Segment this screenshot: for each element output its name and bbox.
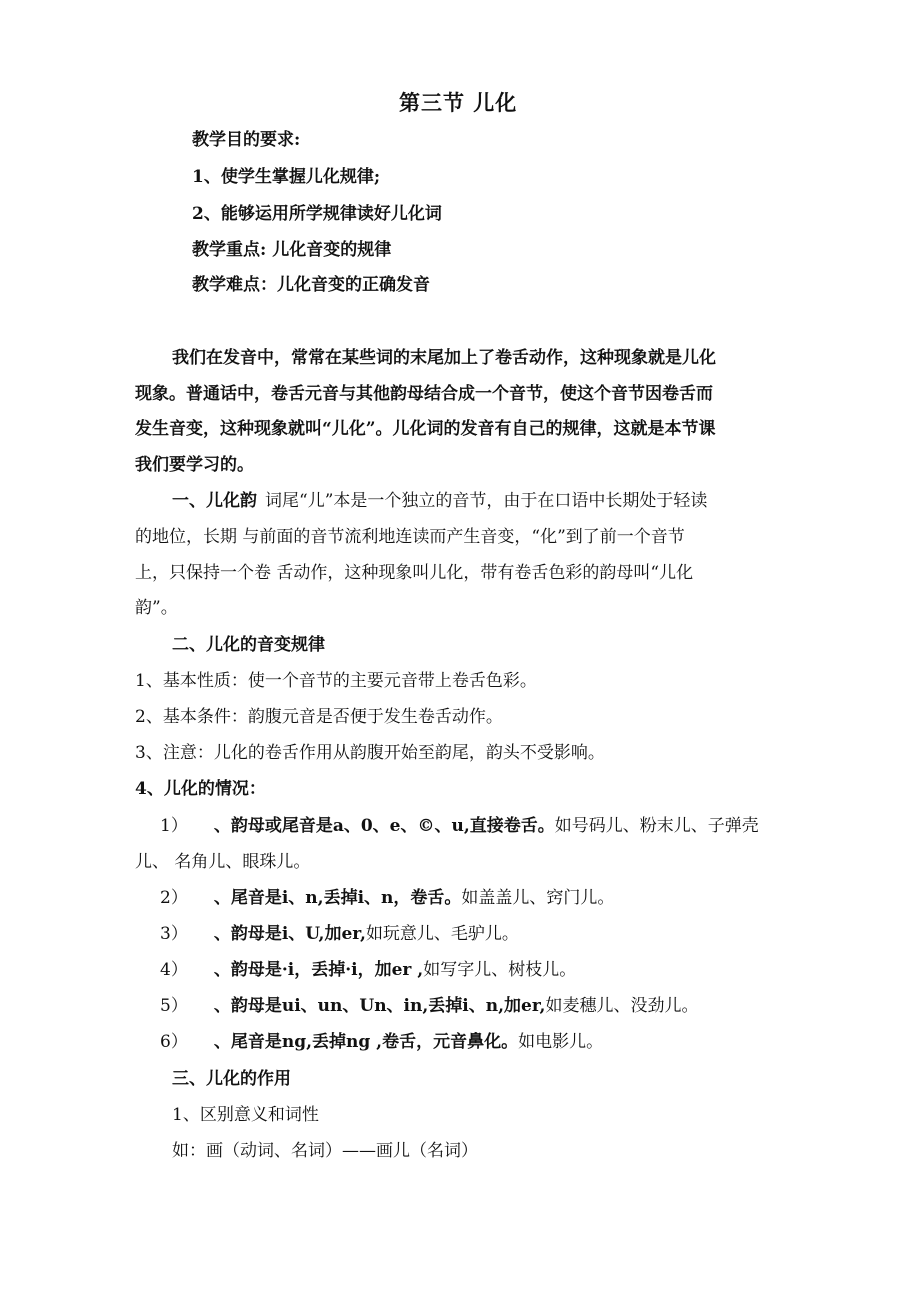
intro-line-1: 我们在发音中，常常在某些词的末尾加上了卷舌动作，这种现象就是儿化 <box>172 348 716 368</box>
section1-line-1 <box>172 489 707 513</box>
case-6 <box>160 1030 603 1054</box>
section1-heading: 一、儿化韵 <box>172 491 257 511</box>
case-examples: 如麦穗儿、没劲儿。 <box>545 996 699 1016</box>
case-rule: 、尾音是i、n,丢掉i、n，卷舌。 <box>213 888 462 908</box>
rule-item-1: 1、基本性质：使一个音节的主要元音带上卷舌色彩。 <box>135 671 537 691</box>
rule-item-4: 4、儿化的情况： <box>135 779 266 799</box>
section1-text-1: 词尾“儿”本是一个独立的音节，由于在口语中长期处于轻读 <box>265 491 708 511</box>
section1-line-2: 的地位，长期 与前面的音节流利地连读而产生音变，“化”到了前一个音节 <box>135 527 685 547</box>
rule-item-3: 3、注意：儿化的卷舌作用从韵腹开始至韵尾，韵头不受影响。 <box>135 743 605 763</box>
case-1-continuation: 儿、 名角儿、眼珠儿。 <box>135 852 311 872</box>
case-number: 5） <box>160 996 188 1016</box>
case-number: 4） <box>160 960 188 980</box>
case-examples: 如号码儿、粉末儿、子弹壳 <box>554 816 759 836</box>
intro-line-3: 发生音变，这种现象就叫“儿化”。儿化词的发音有自己的规律，这就是本节课 <box>135 419 716 439</box>
intro-line-4: 我们要学习的。 <box>135 455 254 475</box>
case-5 <box>160 994 698 1018</box>
case-examples: 如玩意儿、毛驴儿。 <box>365 924 519 944</box>
page-title: 第三节 儿化 <box>399 90 518 115</box>
case-examples: 如盖盖儿、窍门儿。 <box>461 888 615 908</box>
case-rule: 、韵母或尾音是a、0、e、©、u,直接卷舌。 <box>213 816 555 836</box>
case-rule: 、韵母是ui、un、Un、in,丢掉i、n,加er, <box>213 996 546 1016</box>
case-number: 2） <box>160 888 188 908</box>
goal-label: 教学目的要求: <box>192 130 301 150</box>
section1-line-4: 韵”。 <box>135 598 178 618</box>
intro-line-2: 现象。普通话中，卷舌元音与其他韵母结合成一个音节，使这个音节因卷舌而 <box>135 384 713 404</box>
case-rule: 、尾音是ng,丢掉ng ,卷舌，元音鼻化。 <box>213 1032 519 1052</box>
section1-line-3: 上，只保持一个卷 舌动作，这种现象叫儿化，带有卷舌色彩的韵母叫“儿化 <box>135 563 694 583</box>
difficulty-point: 教学难点：儿化音变的正确发音 <box>192 275 430 295</box>
case-rule: 、韵母是i、U,加er, <box>213 924 366 944</box>
effect-example: 如：画（动词、名词）——画儿（名词） <box>172 1141 478 1161</box>
case-3 <box>160 922 519 946</box>
goal-item-1: 1、使学生掌握儿化规律; <box>192 167 381 187</box>
case-1 <box>160 814 759 838</box>
case-number: 1） <box>160 816 188 836</box>
rule-item-2: 2、基本条件：韵腹元音是否便于发生卷舌动作。 <box>135 707 503 727</box>
key-point: 教学重点: 儿化音变的规律 <box>192 240 392 260</box>
section3-heading: 三、儿化的作用 <box>172 1069 291 1089</box>
case-examples: 如写字儿、树枝儿。 <box>423 960 577 980</box>
case-examples: 如电影儿。 <box>518 1032 604 1052</box>
section2-heading: 二、儿化的音变规律 <box>172 635 325 655</box>
goal-item-2: 2、能够运用所学规律读好儿化词 <box>192 204 442 224</box>
effect-item-1: 1、区别意义和词性 <box>172 1105 319 1125</box>
case-4 <box>160 958 576 982</box>
case-number: 6） <box>160 1032 188 1052</box>
case-2 <box>160 886 614 910</box>
case-number: 3） <box>160 924 188 944</box>
case-rule: 、韵母是·i，丢掉·i，加er , <box>213 960 424 980</box>
